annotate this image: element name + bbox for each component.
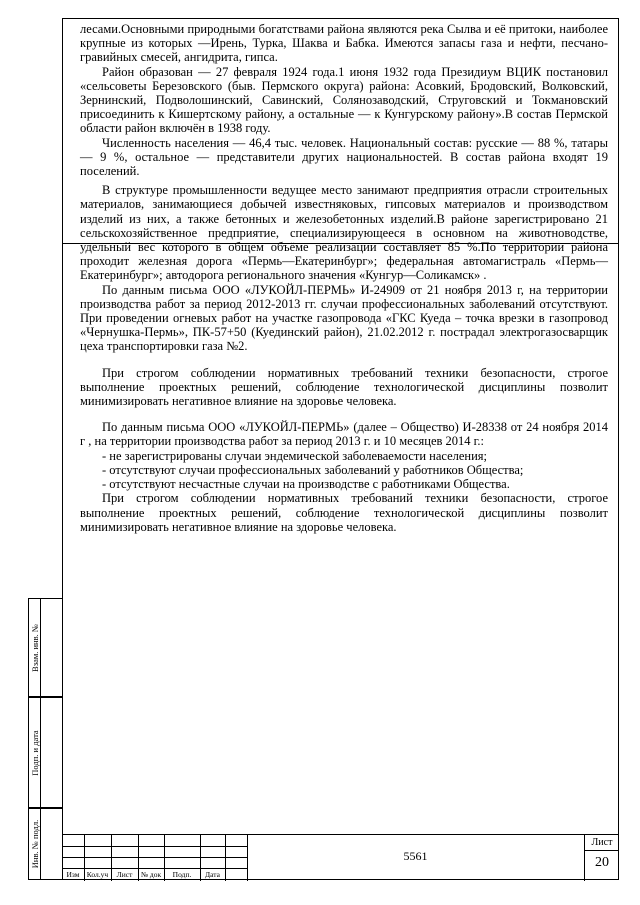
caption-date: Дата bbox=[205, 870, 220, 879]
side-cell-signature-date bbox=[28, 697, 62, 808]
list-item-2: - отсутствуют случаи профессиональных заболеваний у работников Общества; bbox=[102, 462, 524, 477]
side-label-replaced-inv: Взам. инв. № bbox=[29, 623, 40, 672]
paragraph-8: При строгом соблюдении нормативных требований техники безопасности, строгое выполнение проектных решений, соблюдение технологической дисциплины позволит минимизировать негативное влияние на здоровье человека. bbox=[80, 491, 608, 534]
paragraph-2: Район образован — 27 февраля 1924 года.1 июня 1932 года Президиум ВЦИК постановил «сельсоветы Березовского (быв. Пермского округа) района: Асовкий, Бродовский, Волковский, Зернинский, Подволошинский, Савинский, Солянозаводский, Струговский и Токмановский присоединить к Кишертскому району, а остальные — к Кунгурскому району».В состав Пермской области район включён в 1938 году. bbox=[80, 64, 608, 136]
paragraph-3: Численность населения — 46,4 тыс. человек. Национальный состав: русские — 88 %, татары — 9 %, остальное — представители других национальностей. В состав района входят 19 поселений. bbox=[80, 135, 608, 179]
list-item-3: - отсутствуют несчастные случаи на производстве с работниками Общества. bbox=[102, 477, 510, 492]
paragraph-6: При строгом соблюдении нормативных требований техники безопасности, строгое выполнение проектных решений, соблюдение технологической дисциплины позволит минимизировать негативное влияние на здоровье человека. bbox=[80, 365, 608, 409]
list-item-1: - не зарегистрированы случаи эндемической заболеваемости населения; bbox=[102, 448, 488, 463]
side-cell-original-inv bbox=[28, 808, 62, 880]
caption-doc-number: № док bbox=[140, 870, 162, 879]
side-label-signature-date: Подп. и дата bbox=[29, 729, 40, 776]
side-label-original-inv: Инв. № подл. bbox=[29, 819, 40, 869]
caption-change: Изм bbox=[66, 870, 80, 879]
paragraph-7: По данным письма ООО «ЛУКОЙЛ-ПЕРМЬ» (далее – Общество) И-28338 от 24 ноября 2014 г , на территории производства работ за период 2013 г. и 10 месяцев 2014 г.: bbox=[80, 420, 608, 449]
document-code: 5561 bbox=[403, 849, 428, 863]
side-cell-replaced-inv bbox=[28, 598, 62, 697]
caption-signature: Подп. bbox=[172, 870, 192, 879]
document-body bbox=[80, 22, 608, 534]
sheet-number: 20 bbox=[595, 855, 609, 870]
paragraph-4: В структуре промышленности ведущее место занимают предприятия отрасли строительных материалов, занимающиеся добычей известняковых, гипсовых материалов и производством изделий из них, а также бетонных и железобетонных изделий.В районе зарегистрировано 21 сельскохозяйственное предприятие, специализирующееся в основном на животноводстве, удельный вес которого в общем объёме реализации составляет 85 %.По территории района проходит железная дорога «Пермь—Екатеринбург»; федеральная автомагистраль «Пермь—Екатеринбург»; автодорога регионального значения «Кунгур—Соликамск» . bbox=[80, 183, 608, 283]
paragraph-5: По данным письма ООО «ЛУКОЙЛ-ПЕРМЬ» И-24909 от 21 ноября 2013 г, на территории производства работ за период 2012-2013 гг. случаи профессиональных заболеваний отсутствуют. При проведении огневых работ на участке газопровода «ГКС Куеда – точка врезки в газопровод «Чернушка-Пермь», ПК-57+50 (Куединский район), 21.02.2012 г. пострадал электрогазосварщик цеха транспортировки газа №2. bbox=[80, 282, 608, 354]
title-block bbox=[62, 834, 619, 880]
caption-count: Кол.уч bbox=[86, 870, 109, 879]
section-divider bbox=[62, 243, 619, 244]
sheet-label: Лист bbox=[591, 837, 613, 848]
paragraph-1: лесами.Основными природными богатствами района являются река Сылва и её притоки, наиболее крупные из которых —Ирень, Турка, Шаква и Бабка. Имеются запасы газа и нефти, песчано-гравийных смесей, ангидрита, гипса. bbox=[80, 22, 608, 65]
caption-sheet: Лист bbox=[116, 870, 133, 879]
